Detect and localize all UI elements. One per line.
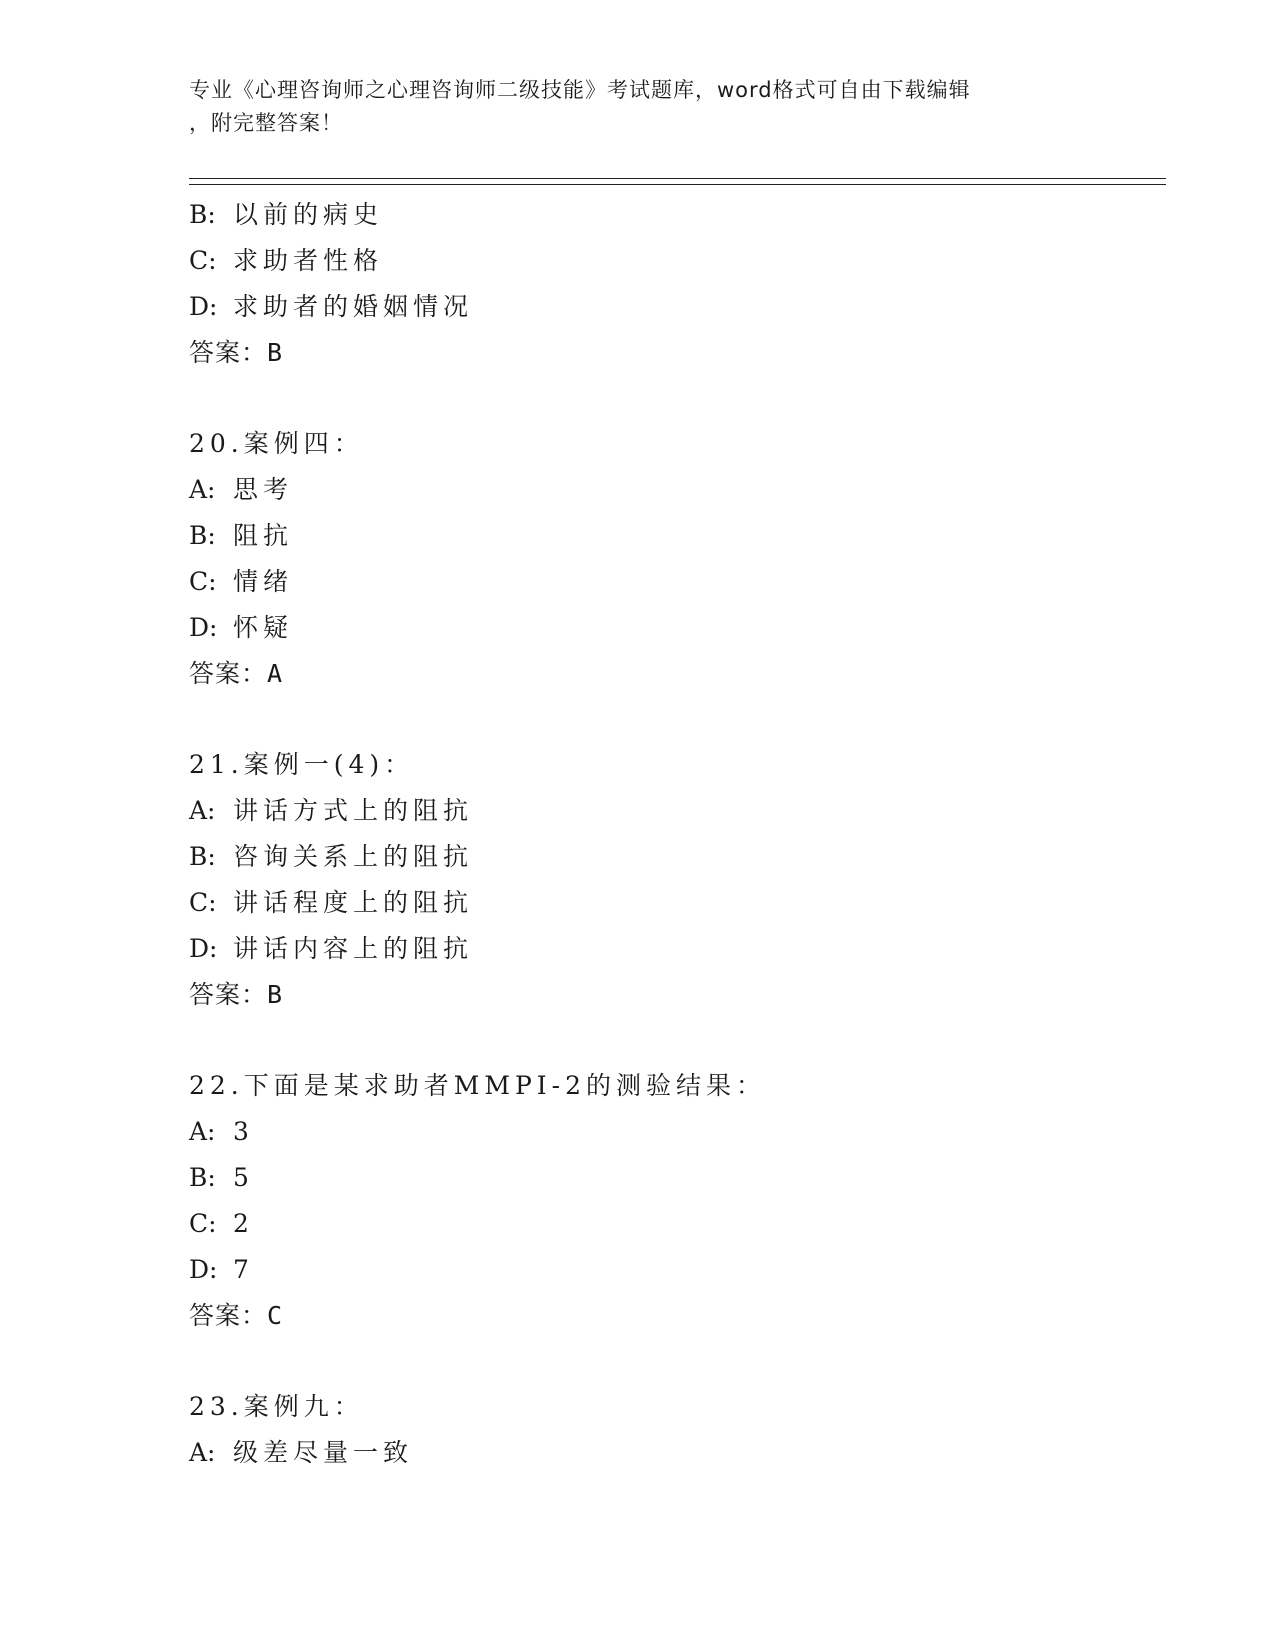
- option-key: C:: [189, 246, 217, 275]
- option-d: [189, 1247, 1166, 1293]
- option-b: [189, 192, 1166, 238]
- question-23: [189, 1384, 1166, 1476]
- option-text: 求助者的婚姻情况: [233, 292, 474, 321]
- option-b: [189, 1155, 1166, 1201]
- question-title: 20.案例四：: [189, 429, 364, 458]
- question-title: 23.案例九：: [189, 1392, 364, 1421]
- answer: [189, 651, 1166, 697]
- option-d: [189, 926, 1166, 972]
- option-key: A:: [189, 1117, 216, 1146]
- option-d: [189, 284, 1166, 330]
- answer: [189, 1293, 1166, 1339]
- answer-label: 答案：: [189, 1301, 268, 1330]
- option-key: D:: [189, 934, 218, 963]
- answer-label: 答案：: [189, 980, 268, 1009]
- option-text: 怀疑: [233, 613, 294, 642]
- option-key: C:: [189, 888, 217, 917]
- header-divider-bottom: [189, 184, 1166, 185]
- question-title: 21.案例一(4)：: [189, 750, 415, 779]
- spacer: [189, 1339, 1166, 1384]
- option-key: C:: [189, 1209, 217, 1238]
- answer-value: C: [267, 1301, 284, 1330]
- option-key: A:: [189, 1438, 216, 1467]
- answer: [189, 330, 1166, 376]
- option-text: 咨询关系上的阻抗: [233, 842, 474, 871]
- option-text: 求助者性格: [233, 246, 384, 275]
- option-d: [189, 605, 1166, 651]
- answer-value: B: [267, 980, 284, 1009]
- answer-value: A: [267, 659, 284, 688]
- spacer: [189, 697, 1166, 742]
- answer-value: B: [267, 338, 284, 367]
- option-b: [189, 834, 1166, 880]
- option-key: D:: [189, 1255, 218, 1284]
- option-text: 5: [233, 1163, 254, 1192]
- question-22: [189, 1063, 1166, 1339]
- option-text: 7: [233, 1255, 254, 1284]
- option-text: 级差尽量一致: [233, 1438, 414, 1467]
- answer: [189, 972, 1166, 1018]
- document-header: [189, 74, 1089, 140]
- option-key: A:: [189, 475, 216, 504]
- option-key: B:: [189, 521, 216, 550]
- option-c: [189, 559, 1166, 605]
- option-text: 以前的病史: [233, 200, 384, 229]
- question-list: [189, 192, 1166, 1476]
- option-a: [189, 467, 1166, 513]
- option-key: A:: [189, 796, 216, 825]
- option-text: 思考: [233, 475, 294, 504]
- option-a: [189, 788, 1166, 834]
- option-key: B:: [189, 1163, 216, 1192]
- option-key: C:: [189, 567, 217, 596]
- answer-label: 答案：: [189, 659, 268, 688]
- option-key: B:: [189, 200, 216, 229]
- option-key: D:: [189, 292, 218, 321]
- header-line-2: ，附完整答案！: [189, 111, 343, 135]
- option-a: [189, 1430, 1166, 1476]
- option-text: 2: [233, 1209, 254, 1238]
- question-21: [189, 742, 1166, 1018]
- option-key: B:: [189, 842, 216, 871]
- option-c: [189, 880, 1166, 926]
- header-divider-top: [189, 178, 1166, 179]
- answer-label: 答案：: [189, 338, 268, 367]
- option-b: [189, 513, 1166, 559]
- option-key: D:: [189, 613, 218, 642]
- question-19: [189, 192, 1166, 376]
- option-text: 情绪: [233, 567, 294, 596]
- option-c: [189, 238, 1166, 284]
- header-line-1: 专业《心理咨询师之心理咨询师二级技能》考试题库，word格式可自由下载编辑: [189, 78, 971, 102]
- option-text: 讲话程度上的阻抗: [233, 888, 474, 917]
- option-text: 3: [233, 1117, 254, 1146]
- option-a: [189, 1109, 1166, 1155]
- spacer: [189, 376, 1166, 421]
- option-text: 阻抗: [233, 521, 294, 550]
- spacer: [189, 1018, 1166, 1063]
- question-20: [189, 421, 1166, 697]
- option-c: [189, 1201, 1166, 1247]
- option-text: 讲话内容上的阻抗: [233, 934, 474, 963]
- option-text: 讲话方式上的阻抗: [233, 796, 474, 825]
- question-title: 22.下面是某求助者MMPI-2的测验结果：: [189, 1071, 767, 1100]
